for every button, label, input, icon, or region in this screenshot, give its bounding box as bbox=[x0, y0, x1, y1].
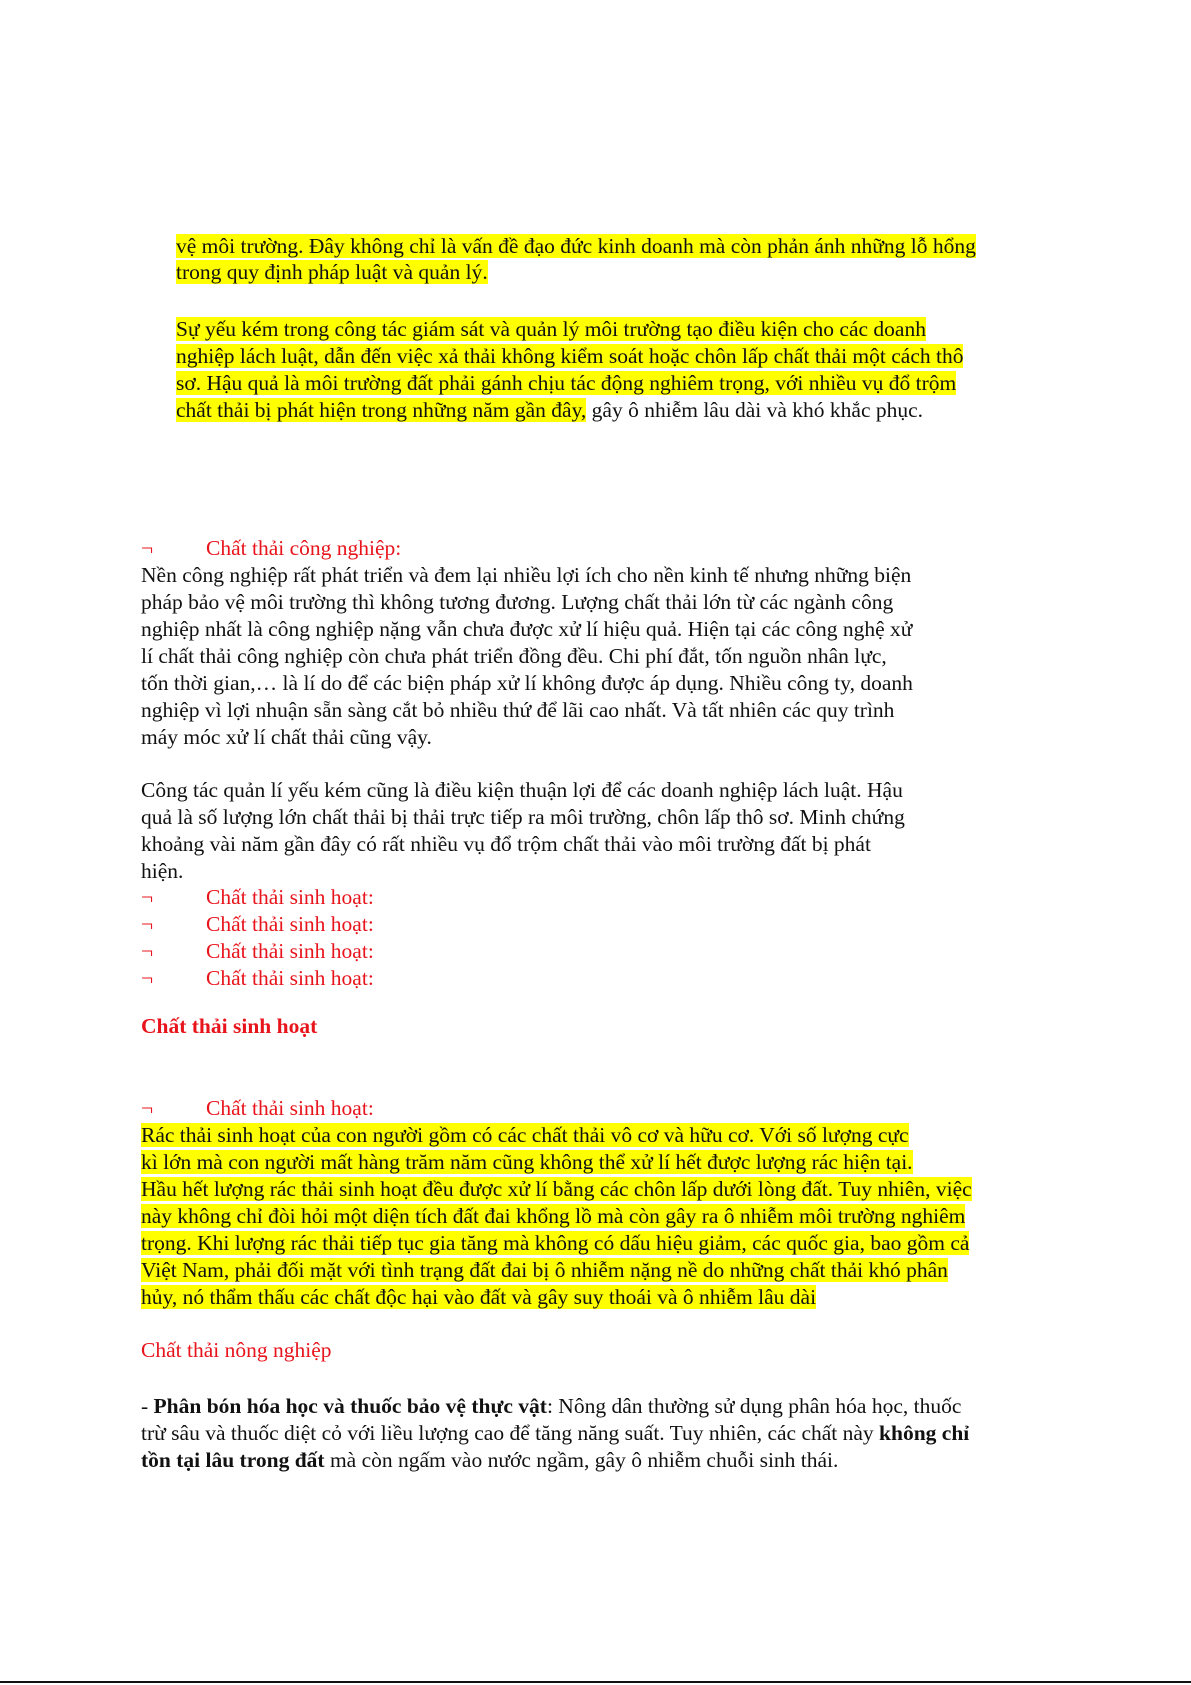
list-item: ¬ Chất thải sinh hoạt: bbox=[141, 885, 374, 909]
top-para1-line2: trong quy định pháp luật và quản lý. bbox=[176, 260, 488, 284]
industrial-para2-line: khoảng vài năm gần đây có rất nhiều vụ đổ trộm chất thải vào môi trường đất bị phát bbox=[141, 832, 871, 856]
top-para2-line4: chất thải bị phát hiện trong những năm gần đây, gây ô nhiễm lâu dài và khó khắc phục. bbox=[176, 398, 924, 422]
bullet-icon: ¬ bbox=[141, 912, 154, 936]
bullet-icon: ¬ bbox=[141, 885, 154, 909]
bullet-icon: ¬ bbox=[141, 966, 154, 990]
industrial-heading: Chất thải công nghiệp: bbox=[206, 536, 402, 560]
industrial-bullet bbox=[0, 535, 1191, 561]
domestic-para-line: kì lớn mà con người mất hàng trăm năm cũng không thể xử lí hết được lượng rác hiện tại. bbox=[141, 1150, 913, 1174]
agriculture-item-line3: tồn tại lâu trong đất mà còn ngấm vào nước ngầm, gây ô nhiễm chuỗi sinh thái. bbox=[141, 1448, 839, 1472]
bullet-icon: ¬ bbox=[141, 1096, 154, 1120]
list-item: ¬ Chất thải sinh hoạt: bbox=[141, 939, 374, 963]
bullet-icon: ¬ bbox=[141, 939, 154, 963]
top-para2-line3: sơ. Hậu quả là môi trường đất phải gánh chịu tác động nghiêm trọng, với nhiều vụ đổ trộm bbox=[176, 371, 957, 395]
industrial-para1-line: nghiệp vì lợi nhuận sẵn sàng cắt bỏ nhiều thứ để lãi cao nhất. Và tất nhiên các quy trình bbox=[141, 698, 895, 722]
agriculture-item-line2: trừ sâu và thuốc diệt cỏ với liều lượng cao để tăng năng suất. Tuy nhiên, các chất này không chỉ bbox=[141, 1421, 970, 1445]
domestic-bold-heading: Chất thải sinh hoạt bbox=[141, 1014, 318, 1038]
industrial-para1-line: nghiệp nhất là công nghiệp nặng vẫn chưa được xử lí hiệu quả. Hiện tại các công nghệ xử bbox=[141, 617, 913, 641]
industrial-para2-line: hiện. bbox=[141, 859, 184, 883]
domestic-para-line: Hầu hết lượng rác thải sinh hoạt đều được xử lí bằng các chôn lấp dưới lòng đất. Tuy nhiên, việc bbox=[141, 1177, 972, 1201]
top-para2-line1: Sự yếu kém trong công tác giám sát và quản lý môi trường tạo điều kiện cho các doanh bbox=[176, 317, 926, 341]
domestic-para-line: này không chỉ đòi hỏi một diện tích đất đai khổng lồ mà còn gây ra ô nhiễm môi trường nghiêm bbox=[141, 1204, 966, 1228]
industrial-para1-line: pháp bảo vệ môi trường thì không tương đương. Lượng chất thải lớn từ các ngành công bbox=[141, 590, 894, 614]
domestic-para-line: Việt Nam, phải đối mặt với tình trạng đất đai bị ô nhiễm nặng nề do những chất thải khó phân bbox=[141, 1258, 948, 1282]
industrial-para2-line: Công tác quản lí yếu kém cũng là điều kiện thuận lợi để các doanh nghiệp lách luật. Hậu bbox=[141, 778, 903, 802]
industrial-para2-line: quả là số lượng lớn chất thải bị thải trực tiếp ra môi trường, chôn lấp thô sơ. Minh chứng bbox=[141, 805, 905, 829]
bullet-icon: ¬ bbox=[141, 536, 154, 560]
domestic-bullet: ¬ Chất thải sinh hoạt: bbox=[141, 1096, 374, 1120]
industrial-para1-line: lí chất thải công nghiệp còn chưa phát triển đồng đều. Chi phí đắt, tốn nguồn nhân lực, bbox=[141, 644, 887, 668]
industrial-para1-line: Nền công nghiệp rất phát triển và đem lại nhiều lợi ích cho nền kinh tế nhưng những biện bbox=[141, 563, 912, 587]
industrial-para1-line: máy móc xử lí chất thải cũng vậy. bbox=[141, 725, 432, 749]
list-item: ¬ Chất thải sinh hoạt: bbox=[141, 966, 374, 990]
domestic-para-line: trọng. Khi lượng rác thải tiếp tục gia tăng mà không có dấu hiệu giảm, các quốc gia, bao gồm cả bbox=[141, 1231, 970, 1255]
domestic-para-line: hủy, nó thẩm thấu các chất độc hại vào đất và gây suy thoái và ô nhiễm lâu dài bbox=[141, 1285, 817, 1309]
industrial-para1-line: tốn thời gian,… là lí do để các biện pháp xử lí không được áp dụng. Nhiều công ty, doanh bbox=[141, 671, 913, 695]
top-para1-line1: vệ môi trường. Đây không chỉ là vấn đề đạo đức kinh doanh mà còn phản ánh những lỗ hổng bbox=[176, 234, 976, 258]
agriculture-heading: Chất thải nông nghiệp bbox=[141, 1338, 332, 1362]
top-para2-line2: nghiệp lách luật, dẫn đến việc xả thải không kiểm soát hoặc chôn lấp chất thải một cách thô bbox=[176, 344, 964, 368]
page-bottom-rule bbox=[0, 1681, 1191, 1683]
domestic-para-line: Rác thải sinh hoạt của con người gồm có các chất thải vô cơ và hữu cơ. Với số lượng cực bbox=[141, 1123, 909, 1147]
list-item: ¬ Chất thải sinh hoạt: bbox=[141, 912, 374, 936]
agriculture-item-line1: - Phân bón hóa học và thuốc bảo vệ thực vật: Nông dân thường sử dụng phân hóa học, thuốc bbox=[141, 1394, 962, 1418]
